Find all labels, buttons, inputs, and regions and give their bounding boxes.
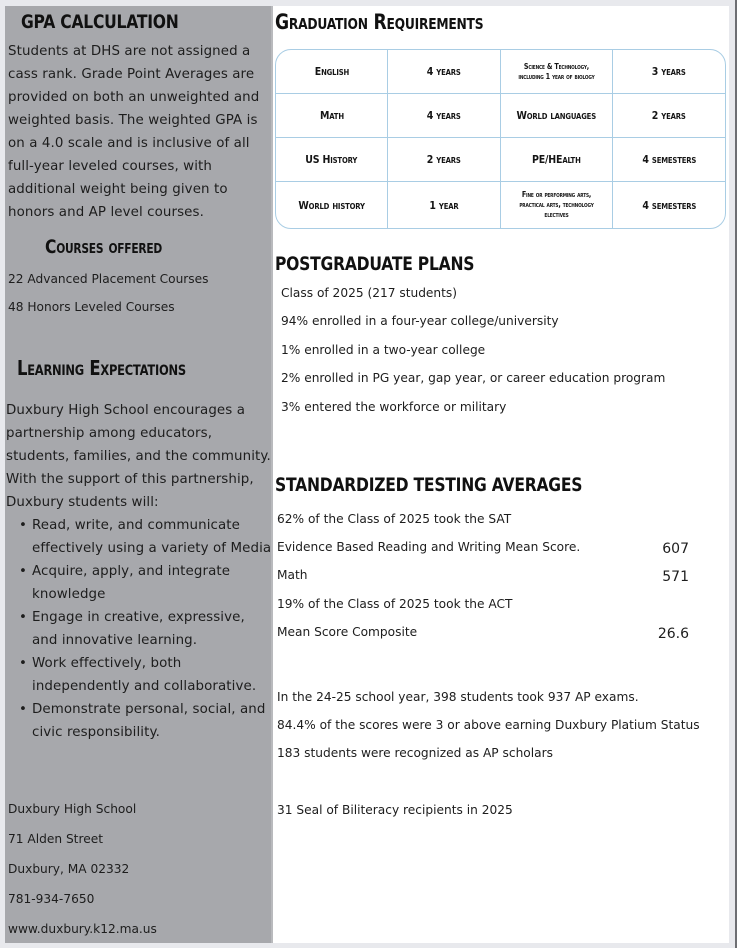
testing-row [277, 621, 717, 649]
learning-expectations-heading: Learning Expectations [17, 356, 186, 380]
req-duration-cell: 4 years [388, 94, 501, 138]
testing-row [277, 564, 717, 592]
req-subject-cell: Math [276, 94, 388, 138]
postgraduate-item: 94% enrolled in a four-year college/university [281, 314, 559, 329]
course-item: 22 Advanced Placement Courses [8, 272, 209, 286]
testing-row [277, 536, 717, 564]
postgraduate-item: 3% entered the workforce or military [281, 399, 507, 414]
graduation-requirements-table [275, 49, 726, 229]
req-subject-cell: Science & Technology, including 1 year of biology [501, 50, 613, 94]
gpa-calculation-text: Students at DHS are not assigned a cass rank. Grade Point Averages are provided on both an unweighted and weighted basis. The weighted GPA is on a 4.0 scale and is inclusive of all full-year leveled courses, with additional weight being given to honors and AP level courses. [8, 44, 260, 220]
req-duration-cell: 1 year [388, 182, 501, 228]
postgraduate-item: 1% enrolled in a two-year college [281, 342, 486, 357]
req-duration-cell: 2 years [388, 138, 501, 182]
postgraduate-item: Class of 2025 (217 students) [281, 286, 458, 300]
testing-row [277, 508, 717, 536]
gpa-calculation-heading: GPA CALCULATION [21, 11, 179, 33]
graduation-requirements-heading: Graduation Requirements [275, 10, 484, 34]
phone-number: 781-934-7650 [8, 892, 95, 906]
courses-offered-heading: Courses offered [45, 236, 162, 258]
testing-label: 62% of the Class of 2025 took the SAT [277, 512, 512, 526]
testing-value: 607 [662, 541, 689, 558]
sidebar [5, 6, 273, 943]
req-duration-cell: 4 years [388, 50, 501, 94]
testing-scores [277, 508, 717, 649]
street-address: 71 Alden Street [8, 832, 103, 846]
school-profile-page [5, 6, 729, 943]
testing-label: Mean Score Composite [277, 624, 418, 639]
website-link[interactable]: www.duxbury.k12.ma.us [8, 922, 157, 936]
bullet-icon: • [19, 518, 27, 533]
testing-row [277, 593, 717, 621]
bullet-icon: • [19, 564, 27, 579]
learning-expectations-list [6, 514, 272, 744]
postgraduate-plans-list [281, 282, 665, 424]
seal-of-biliteracy-text: 31 Seal of Biliteracy recipients in 2025 [277, 803, 513, 817]
req-duration-cell: 3 years [613, 50, 725, 94]
bullet-icon: • [19, 656, 27, 671]
courses-offered-list [8, 268, 209, 324]
testing-label: Math [277, 568, 308, 583]
postgraduate-plans-heading: POSTGRADUATE PLANS [275, 253, 475, 275]
expectation-item: • Work effectively, both independently and collaborative. [6, 652, 272, 698]
testing-label: 19% of the Class of 2025 took the ACT [277, 596, 513, 611]
contact-info [8, 797, 157, 947]
testing-value: 26.6 [657, 625, 689, 642]
req-subject-cell: World history [276, 182, 388, 228]
bullet-icon: • [19, 702, 27, 717]
req-subject-cell: World languages [501, 94, 613, 138]
req-subject-cell: English [276, 50, 388, 94]
school-name: Duxbury High School [8, 802, 137, 816]
expectation-item: • Demonstrate personal, social, and civic responsibility. [6, 698, 272, 744]
course-item: 48 Honors Leveled Courses [8, 300, 175, 314]
expectation-item: • Engage in creative, expressive, and innovative learning. [6, 606, 272, 652]
req-duration-cell: 4 semesters [642, 198, 696, 212]
req-subject-cell: Fine or performing arts, practical arts, technology electives [501, 182, 613, 228]
main-content [273, 6, 729, 943]
ap-stat-item: 84.4% of the scores were 3 or above earning Duxbury Platium Status [277, 718, 700, 732]
bullet-icon: • [19, 610, 27, 625]
req-subject-cell: US History [276, 138, 388, 182]
expectation-item: • Read, write, and communicate effectively using a variety of Media [6, 514, 272, 560]
testing-value: 571 [662, 569, 689, 586]
testing-label: Evidence Based Reading and Writing Mean Score. [277, 540, 581, 555]
ap-stat-item: 183 students were recognized as AP scholars [277, 746, 553, 760]
ap-stats-list [277, 686, 700, 770]
req-duration-cell: 4 semesters [613, 138, 725, 182]
standardized-testing-heading: STANDARDIZED TESTING AVERAGES [275, 474, 583, 496]
ap-stat-item: In the 24-25 school year, 398 students took 937 AP exams. [277, 690, 639, 704]
req-duration-cell: 2 years [613, 94, 725, 138]
expectation-item: • Acquire, apply, and integrate knowledge [6, 560, 272, 606]
req-subject-cell: PE/HEalth [501, 138, 613, 182]
learning-expectations-intro: Duxbury High School encourages a partnership among educators, students, families, and the community. With the support of this partnership, Duxbury students will: [6, 403, 271, 510]
city-state-zip: Duxbury, MA 02332 [8, 862, 130, 876]
postgraduate-item: 2% enrolled in PG year, gap year, or career education program [281, 371, 666, 386]
